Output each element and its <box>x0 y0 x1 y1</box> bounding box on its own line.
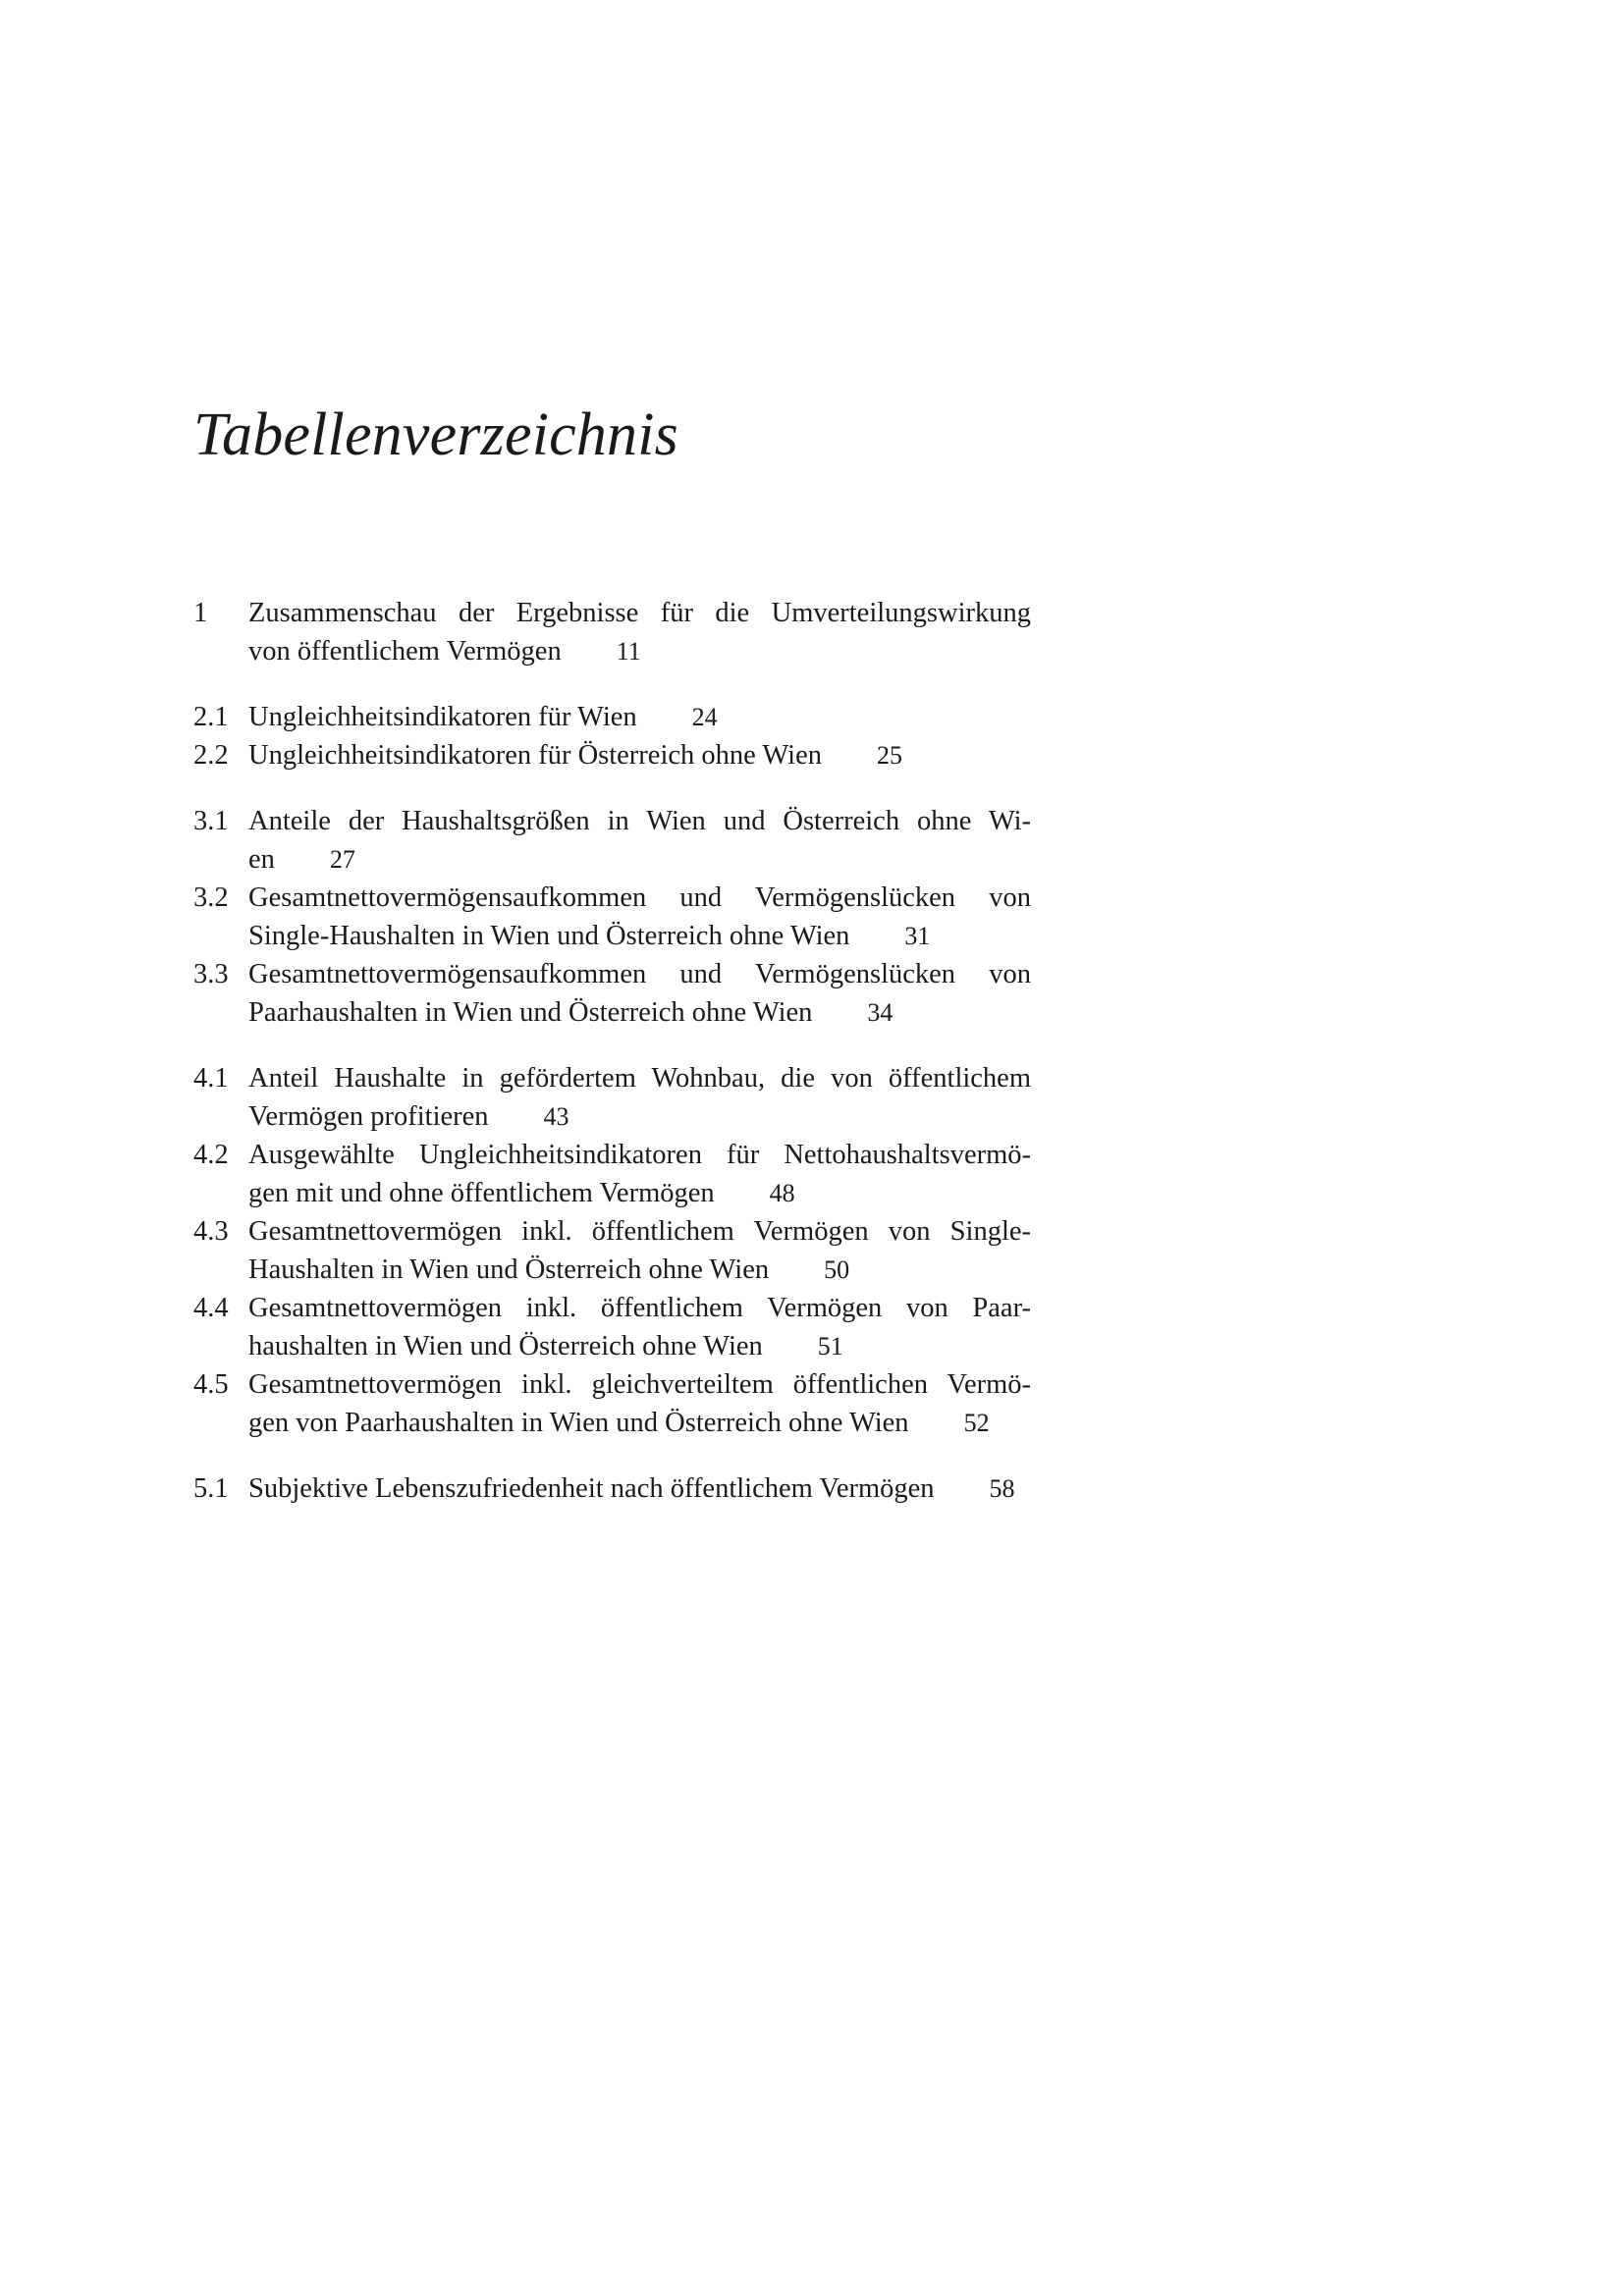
toc-entry[interactable] <box>193 1469 1057 1508</box>
toc-entry-number: 3.2 <box>193 882 229 913</box>
toc-entry-number: 5.1 <box>193 1473 229 1504</box>
toc-entry[interactable] <box>193 736 1057 774</box>
toc-entry[interactable] <box>193 1365 1057 1442</box>
toc-entry-title: Gesamtnettovermögen inkl. öffentlichem Vermögen von Paar- <box>248 1293 1031 1323</box>
toc-entry-title: Haushalten in Wien und Österreich ohne Wien <box>248 1255 770 1285</box>
toc-entry-page[interactable]: 52 <box>963 1409 990 1437</box>
toc-entry-title: Gesamtnettovermögen inkl. öffentlichem Vermögen von Single- <box>248 1216 1031 1247</box>
toc-entry-title: Ungleichheitsindikatoren für Österreich ohne Wien <box>248 740 822 771</box>
toc-entry-title: Single-Haushalten in Wien und Österreich ohne Wien <box>248 921 850 951</box>
toc-entry-number: 4.1 <box>193 1063 229 1094</box>
toc-entry-number: 4.2 <box>193 1140 229 1170</box>
toc-entry-title: Vermögen profitieren <box>248 1101 489 1132</box>
toc-entry-title: Gesamtnettovermögen inkl. gleichverteiltem öffentlichen Vermö- <box>248 1369 1031 1400</box>
toc-entry-page[interactable]: 31 <box>904 922 931 950</box>
toc-entry-page[interactable]: 34 <box>867 998 893 1027</box>
toc-entry-title: von öffentlichem Vermögen <box>248 636 562 667</box>
toc-entry-title: Anteile der Haushaltsgrößen in Wien und Österreich ohne Wi- <box>248 806 1031 836</box>
toc-entry[interactable] <box>193 879 1057 955</box>
toc-entry[interactable] <box>193 802 1057 879</box>
toc-entry[interactable] <box>193 1136 1057 1212</box>
toc-entry[interactable] <box>193 1289 1057 1365</box>
toc-entry-page[interactable]: 50 <box>824 1255 850 1284</box>
table-of-tables-list <box>193 594 1057 1508</box>
toc-entry-number: 2.2 <box>193 740 229 771</box>
toc-entry-title: Gesamtnettovermögensaufkommen und Vermögenslücken von <box>248 959 1031 989</box>
toc-entry-title: Subjektive Lebenszufriedenheit nach öffentlichem Vermögen <box>248 1473 935 1504</box>
toc-entry[interactable] <box>193 698 1057 736</box>
toc-entry-number: 3.3 <box>193 959 229 989</box>
toc-entry[interactable] <box>193 594 1057 670</box>
toc-entry-page[interactable]: 11 <box>616 637 641 666</box>
toc-entry-title: haushalten in Wien und Österreich ohne Wien <box>248 1331 763 1362</box>
toc-entry-title: gen mit und ohne öffentlichem Vermögen <box>248 1178 715 1208</box>
toc-entry-number: 1 <box>193 598 208 628</box>
toc-entry-number: 3.1 <box>193 806 229 836</box>
toc-entry-page[interactable]: 58 <box>989 1474 1015 1503</box>
toc-entry-title: Ungleichheitsindikatoren für Wien <box>248 702 637 732</box>
toc-entry-page[interactable]: 25 <box>876 741 902 770</box>
toc-entry-title: gen von Paarhaushalten in Wien und Österreich ohne Wien <box>248 1408 909 1438</box>
toc-entry-number: 4.3 <box>193 1216 229 1247</box>
toc-entry-title: Zusammenschau der Ergebnisse für die Umverteilungswirkung <box>248 598 1031 628</box>
toc-entry[interactable] <box>193 1059 1057 1136</box>
toc-entry-title: Gesamtnettovermögensaufkommen und Vermögenslücken von <box>248 882 1031 913</box>
toc-entry-title: en <box>248 844 275 875</box>
toc-entry-page[interactable]: 27 <box>329 845 355 874</box>
toc-entry-title: Anteil Haushalte in gefördertem Wohnbau, die von öffentlichem <box>248 1063 1031 1094</box>
toc-entry[interactable] <box>193 1212 1057 1289</box>
toc-entry-number: 4.5 <box>193 1369 229 1400</box>
toc-entry-page[interactable]: 24 <box>691 703 718 731</box>
toc-entry-page[interactable]: 48 <box>769 1179 795 1207</box>
toc-entry-number: 4.4 <box>193 1293 229 1323</box>
page-title: Tabellenverzeichnis <box>193 401 678 468</box>
toc-entry-page[interactable]: 43 <box>543 1102 569 1131</box>
toc-entry[interactable] <box>193 955 1057 1032</box>
toc-entry-title: Paarhaushalten in Wien und Österreich ohne Wien <box>248 997 813 1028</box>
toc-entry-title: Ausgewählte Ungleichheitsindikatoren für Nettohaushaltsvermö- <box>248 1140 1031 1170</box>
toc-entry-page[interactable]: 51 <box>817 1332 843 1361</box>
toc-entry-number: 2.1 <box>193 702 229 732</box>
